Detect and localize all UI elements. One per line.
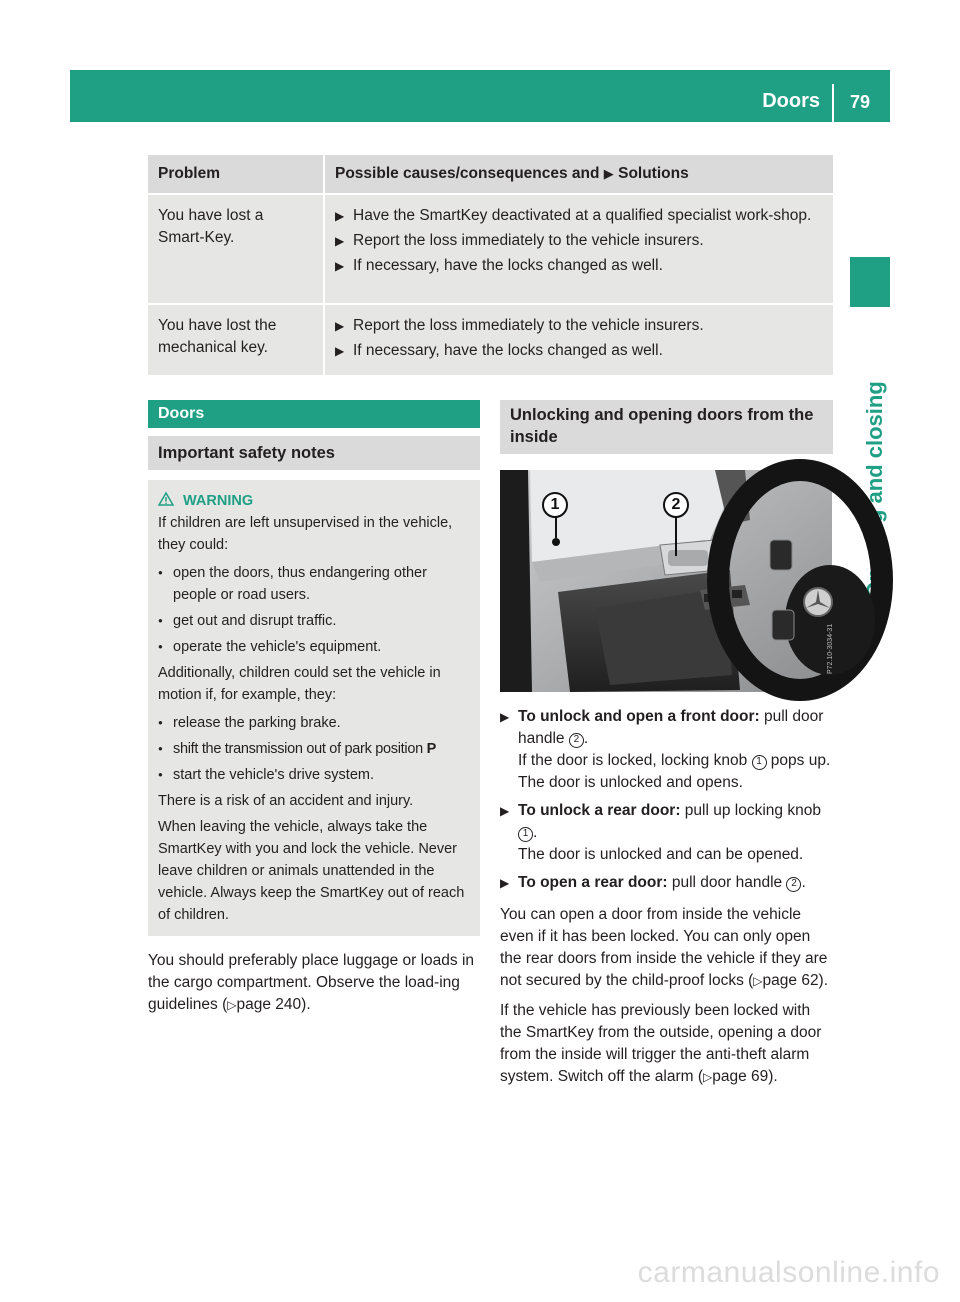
page-ref-arrow-icon: ▷ [227, 998, 237, 1012]
table-cell-solutions [325, 305, 833, 377]
header-bar [70, 70, 890, 122]
callout-ref-2: 2 [569, 733, 584, 748]
watermark: carmanualsonline.info [637, 1256, 940, 1289]
warning-box [148, 480, 480, 936]
subsection-heading: Important safety notes [148, 436, 480, 470]
table-cell-problem: You have lost a Smart-Key. [148, 195, 325, 305]
warning-list-item: ● shift the transmission out of park position P [158, 738, 470, 760]
table-cell-solutions [325, 195, 833, 305]
instruction-step: ▶ To open a rear door: pull door handle 2 . [500, 872, 833, 894]
step-arrow-icon: ▶ [335, 259, 345, 273]
body-paragraph: If the vehicle has previously been locked with the SmartKey from the outside, opening a door from the inside will trigger the anti-theft alarm system. Switch off the alarm (▷page 69). [500, 1002, 822, 1085]
side-tab-label: Opening and closing [862, 381, 887, 599]
warning-list-item: ● get out and disrupt traffic. [158, 610, 470, 632]
instruction-step: ▶ To unlock and open a front door: pull door handle 2 . If the door is locked, locking knob 1 pops up. The door is unlocked and opens. [500, 708, 831, 791]
warning-title: WARNING [183, 493, 254, 509]
page-number: 79 [850, 92, 871, 112]
table-header-problem: Problem [148, 155, 325, 195]
solution-step: ▶ If necessary, have the locks changed as well. [335, 255, 823, 277]
callout-1: 1 [542, 492, 568, 518]
callout-ref-2: 2 [786, 877, 801, 892]
page-ref-arrow-icon: ▷ [753, 974, 763, 988]
instruction-step: ▶ To unlock a rear door: pull up locking knob 1 . The door is unlocked and can be opened. [500, 802, 821, 863]
solution-step: ▶ If necessary, have the locks changed as well. [335, 340, 823, 362]
header-section-title: Doors [762, 90, 820, 112]
step-arrow-icon: ▶ [500, 710, 510, 724]
warning-list-item: ● start the vehicle's drive system. [158, 764, 470, 786]
solution-step: ▶ Report the loss immediately to the vehicle insurers. [335, 230, 823, 252]
warning-intro: If children are left unsupervised in the vehicle, they could: [158, 515, 453, 553]
side-tab-block [850, 257, 890, 307]
body-paragraph: You should preferably place luggage or loads in the cargo compartment. Observe the load-ing guidelines (▷page 240). [148, 952, 475, 1013]
step-arrow-icon: ▶ [335, 234, 345, 248]
door-interior-photo [500, 470, 832, 692]
warning-risk: There is a risk of an accident and injury. [158, 793, 414, 809]
solution-step: ▶ Report the loss immediately to the vehicle insurers. [335, 315, 823, 337]
header-divider [832, 84, 834, 122]
solution-step: ▶ Have the SmartKey deactivated at a qualified specialist work-shop. [335, 205, 823, 227]
warning-list-item: ● open the doors, thus endangering other people or road users. [158, 562, 470, 606]
warning-list-item: ● release the parking brake. [158, 712, 470, 734]
body-paragraph: You can open a door from inside the vehicle even if it has been locked. You can only open the rear doors from inside the vehicle if they are not secured by the child-proof locks (▷page 62). [500, 906, 829, 989]
page-ref-arrow-icon: ▷ [703, 1070, 713, 1084]
page-reference[interactable]: page 69). [712, 1068, 778, 1085]
page-reference[interactable]: page 240). [236, 996, 311, 1013]
subsection-heading-unlocking: Unlocking and opening doors from the inside [500, 400, 833, 454]
step-arrow-icon: ▶ [335, 209, 345, 223]
warning-triangle-icon [158, 492, 174, 506]
callout-ref-1: 1 [752, 755, 767, 770]
step-arrow-icon: ▶ [335, 344, 345, 358]
warning-mid: Additionally, children could set the vehicle in motion if, for example, they: [158, 665, 441, 703]
table-header-row [148, 155, 833, 195]
page-reference[interactable]: page 62). [762, 972, 829, 989]
step-arrow-icon: ▶ [500, 804, 510, 818]
left-column [148, 400, 480, 1016]
callout-2: 2 [663, 492, 689, 518]
table-header-solutions: Possible causes/consequences and ▶ Solutions [325, 155, 833, 195]
table-row [148, 305, 833, 377]
right-column [500, 400, 833, 1088]
table-row [148, 195, 833, 305]
table-cell-problem: You have lost the mechanical key. [148, 305, 325, 377]
section-heading-doors: Doors [148, 400, 480, 428]
callout-ref-1: 1 [518, 827, 533, 842]
problem-table [148, 155, 833, 377]
warning-list-item: ● operate the vehicle's equipment. [158, 636, 470, 658]
warning-closing: When leaving the vehicle, always take the SmartKey with you and lock the vehicle. Never leave children or animals unattended in the vehicle. Always keep the SmartKey out of reach of children. [158, 819, 465, 923]
step-arrow-icon: ▶ [500, 876, 510, 890]
warning-header [158, 490, 470, 512]
step-arrow-icon: ▶ [335, 319, 345, 333]
solution-arrow-icon: ▶ [603, 166, 614, 181]
photo-code: P72.10-3034-31 [827, 623, 834, 674]
